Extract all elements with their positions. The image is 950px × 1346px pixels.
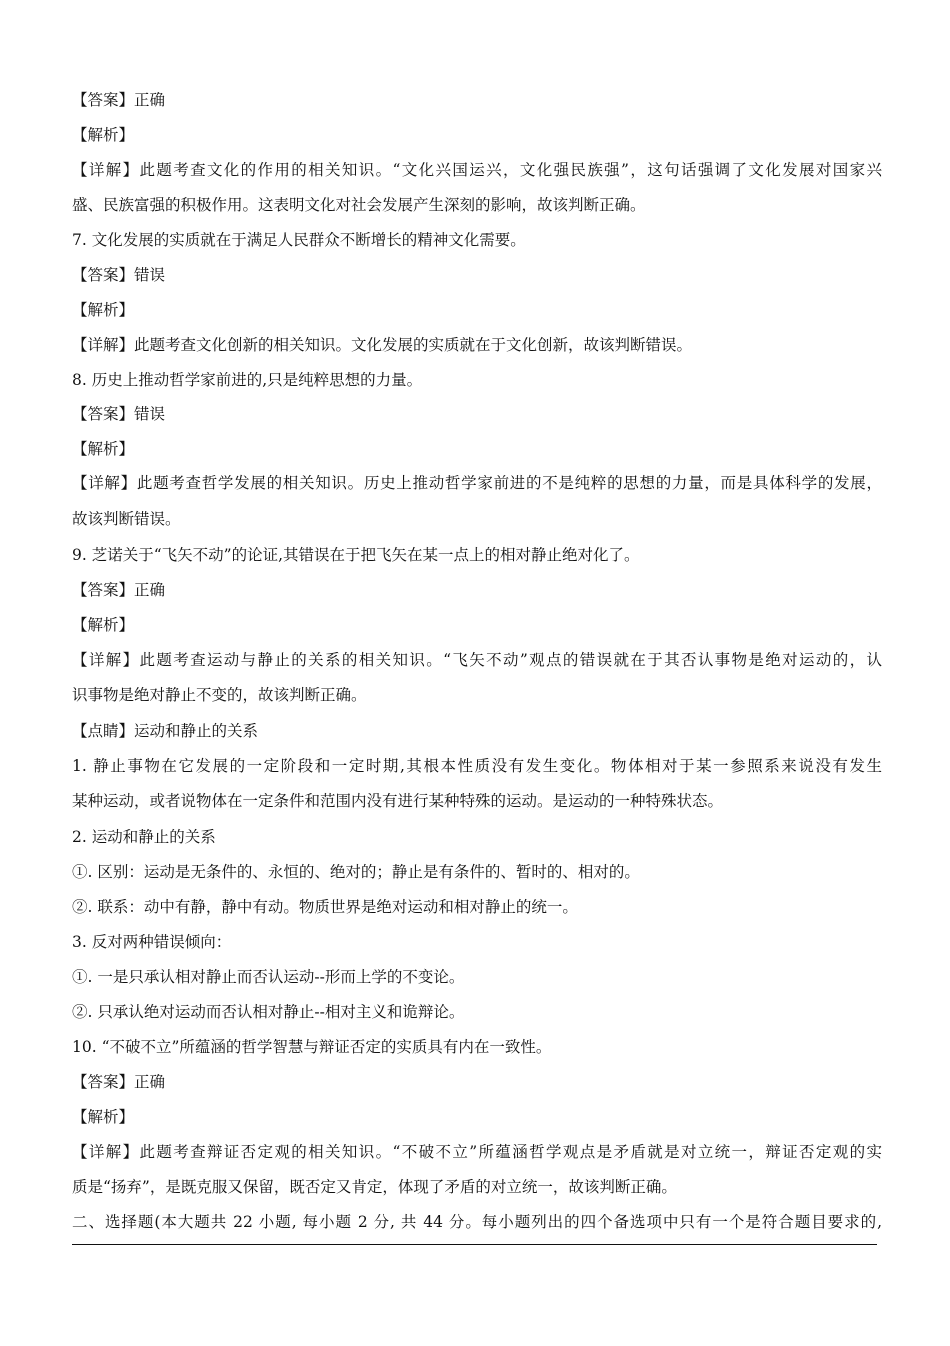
answer-label: 【答案】正确 [72, 1073, 166, 1091]
key-point-text: 某种运动，或者说物体在一定条件和范围内没有进行某种特殊的运动。是运动的一种特殊状态。 [72, 792, 724, 810]
section-heading: 二、选择题(本大题共 22 小题, 每小题 2 分, 共 44 分。每小题列出的四个备选项中只有一个是符合题目要求的, [72, 1213, 882, 1231]
explanation-text: 【详解】此题考查文化创新的相关知识。文化发展的实质就在于文化创新，故该判断错误。 [72, 336, 693, 354]
explanation-text: 【详解】此题考查辩证否定观的相关知识。“不破不立”所蕴涵哲学观点是矛盾就是对立统一，辩证否定观的实 [72, 1143, 882, 1161]
question-7: 7. 文化发展的实质就在于满足人民群众不断增长的精神文化需要。 [72, 231, 526, 249]
question-10: 10. “不破不立”所蕴涵的哲学智慧与辩证否定的实质具有内在一致性。 [72, 1038, 552, 1056]
footer-divider [72, 1244, 877, 1245]
analysis-label: 【解析】 [72, 1108, 135, 1126]
question-9: 9. 芝诺关于“飞矢不动”的论证,其错误在于把飞矢在某一点上的相对静止绝对化了。 [72, 546, 640, 564]
analysis-label: 【解析】 [72, 440, 135, 458]
key-point-text: 3. 反对两种错误倾向： [72, 933, 232, 951]
explanation-text: 【详解】此题考查运动与静止的关系的相关知识。“飞矢不动”观点的错误就在于其否认事物是绝对运动的，认 [72, 651, 882, 669]
analysis-label: 【解析】 [72, 616, 135, 634]
explanation-text: 【详解】此题考查文化的作用的相关知识。“文化兴国运兴，文化强民族强”，这句话强调了文化发展对国家兴 [72, 161, 882, 179]
analysis-label: 【解析】 [72, 126, 135, 144]
explanation-text: 质是“扬弃”，是既克服又保留，既否定又肯定，体现了矛盾的对立统一，故该判断正确。 [72, 1178, 677, 1196]
key-point-text: 1. 静止事物在它发展的一定阶段和一定时期,其根本性质没有发生变化。物体相对于某一参照系来说没有发生 [72, 757, 882, 775]
explanation-text: 【详解】此题考查哲学发展的相关知识。历史上推动哲学家前进的不是纯粹的思想的力量，而是具体科学的发展， [72, 474, 882, 492]
key-point-text: ②. 只承认绝对运动而否认相对静止--相对主义和诡辩论。 [72, 1003, 465, 1021]
answer-label: 【答案】正确 [72, 581, 166, 599]
key-point-text: ①. 区别：运动是无条件的、永恒的、绝对的；静止是有条件的、暂时的、相对的。 [72, 863, 640, 881]
analysis-label: 【解析】 [72, 301, 135, 319]
answer-label: 【答案】正确 [72, 91, 166, 109]
explanation-text: 识事物是绝对静止不变的，故该判断正确。 [72, 686, 367, 704]
key-point-label: 【点睛】运动和静止的关系 [72, 722, 259, 740]
explanation-text: 故该判断错误。 [72, 510, 181, 528]
key-point-text: 2. 运动和静止的关系 [72, 828, 216, 846]
answer-label: 【答案】错误 [72, 405, 166, 423]
question-8: 8. 历史上推动哲学家前进的,只是纯粹思想的力量。 [72, 371, 423, 389]
answer-label: 【答案】错误 [72, 266, 166, 284]
explanation-text: 盛、民族富强的积极作用。这表明文化对社会发展产生深刻的影响，故该判断正确。 [72, 196, 646, 214]
key-point-text: ①. 一是只承认相对静止而否认运动--形而上学的不变论。 [72, 968, 465, 986]
key-point-text: ②. 联系：动中有静，静中有动。物质世界是绝对运动和相对静止的统一。 [72, 898, 578, 916]
